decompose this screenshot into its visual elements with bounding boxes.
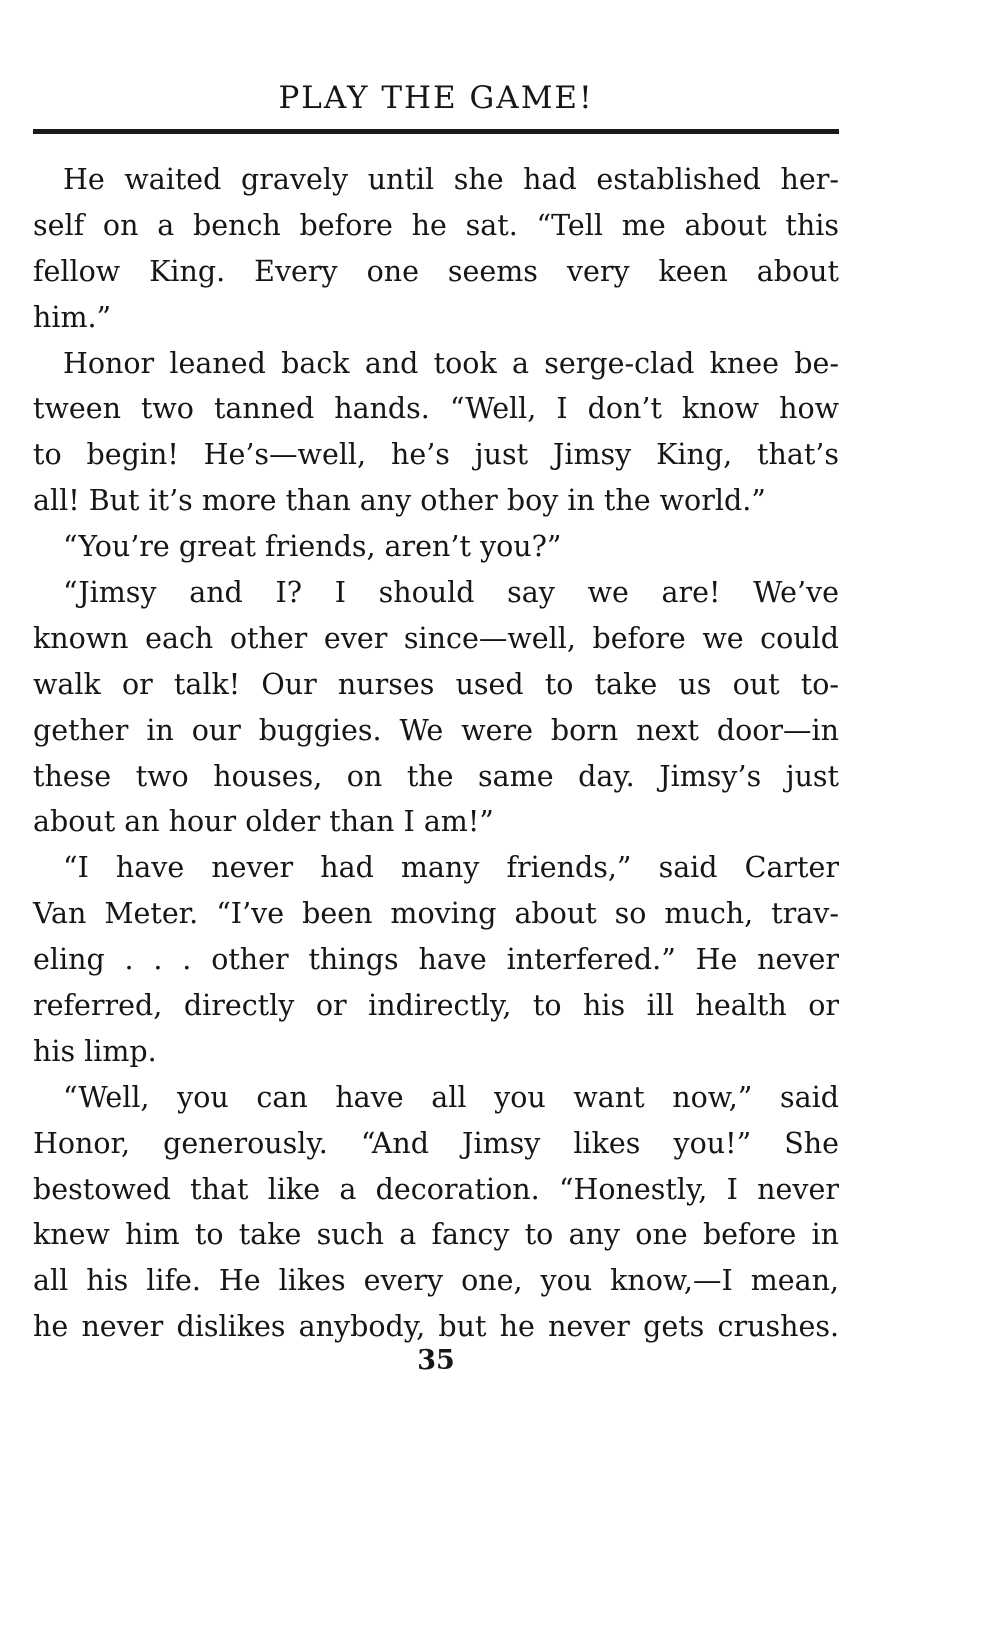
running-head: PLAY THE GAME!	[278, 80, 594, 116]
text-line: his limp.	[33, 1034, 157, 1068]
text-line: referred, directly or indirectly, to his ill health or	[33, 989, 839, 1023]
text-line: these two houses, on the same day. Jimsy’s just	[33, 759, 839, 793]
text-line: gether in our buggies. We were born next door—in	[33, 713, 839, 747]
book-page	[33, 0, 839, 1637]
text-line: known each other ever since—well, before we could	[33, 621, 839, 655]
text-line: self on a bench before he sat. “Tell me about this	[33, 208, 839, 242]
text-line: “Jimsy and I? I should say we are! We’ve	[63, 576, 839, 610]
text-line: Honor, generously. “And Jimsy likes you!” She	[33, 1126, 839, 1160]
text-line: all! But it’s more than any other boy in the world.”	[33, 484, 766, 518]
text-line: walk or talk! Our nurses used to take us out to-	[33, 667, 839, 701]
text-line: about an hour older than I am!”	[33, 805, 494, 839]
text-line: knew him to take such a fancy to any one before in	[33, 1218, 839, 1252]
text-line: he never dislikes anybody, but he never gets crushes.	[33, 1310, 839, 1344]
text-line: Honor leaned back and took a serge-clad knee be-	[63, 346, 839, 380]
text-line: all his life. He likes every one, you know,—I mean,	[33, 1264, 839, 1298]
text-line: Van Meter. “I’ve been moving about so much, trav-	[33, 897, 839, 931]
text-line: “You’re great friends, aren’t you?”	[63, 530, 562, 564]
page-number: 35	[417, 1345, 455, 1376]
text-line: tween two tanned hands. “Well, I don’t know how	[33, 392, 839, 426]
text-line: bestowed that like a decoration. “Honestly, I never	[33, 1172, 839, 1206]
text-line: fellow King. Every one seems very keen about	[33, 254, 839, 288]
text-line: eling . . . other things have interfered.” He never	[33, 943, 839, 977]
header-rule	[33, 129, 839, 134]
text-line: to begin! He’s—well, he’s just Jimsy King, that’s	[33, 438, 839, 472]
body-text	[33, 157, 839, 1350]
text-line: “I have never had many friends,” said Carter	[63, 851, 839, 885]
text-line: “Well, you can have all you want now,” said	[63, 1080, 839, 1114]
text-line: He waited gravely until she had established her-	[63, 163, 839, 196]
text-line: him.”	[33, 300, 112, 334]
